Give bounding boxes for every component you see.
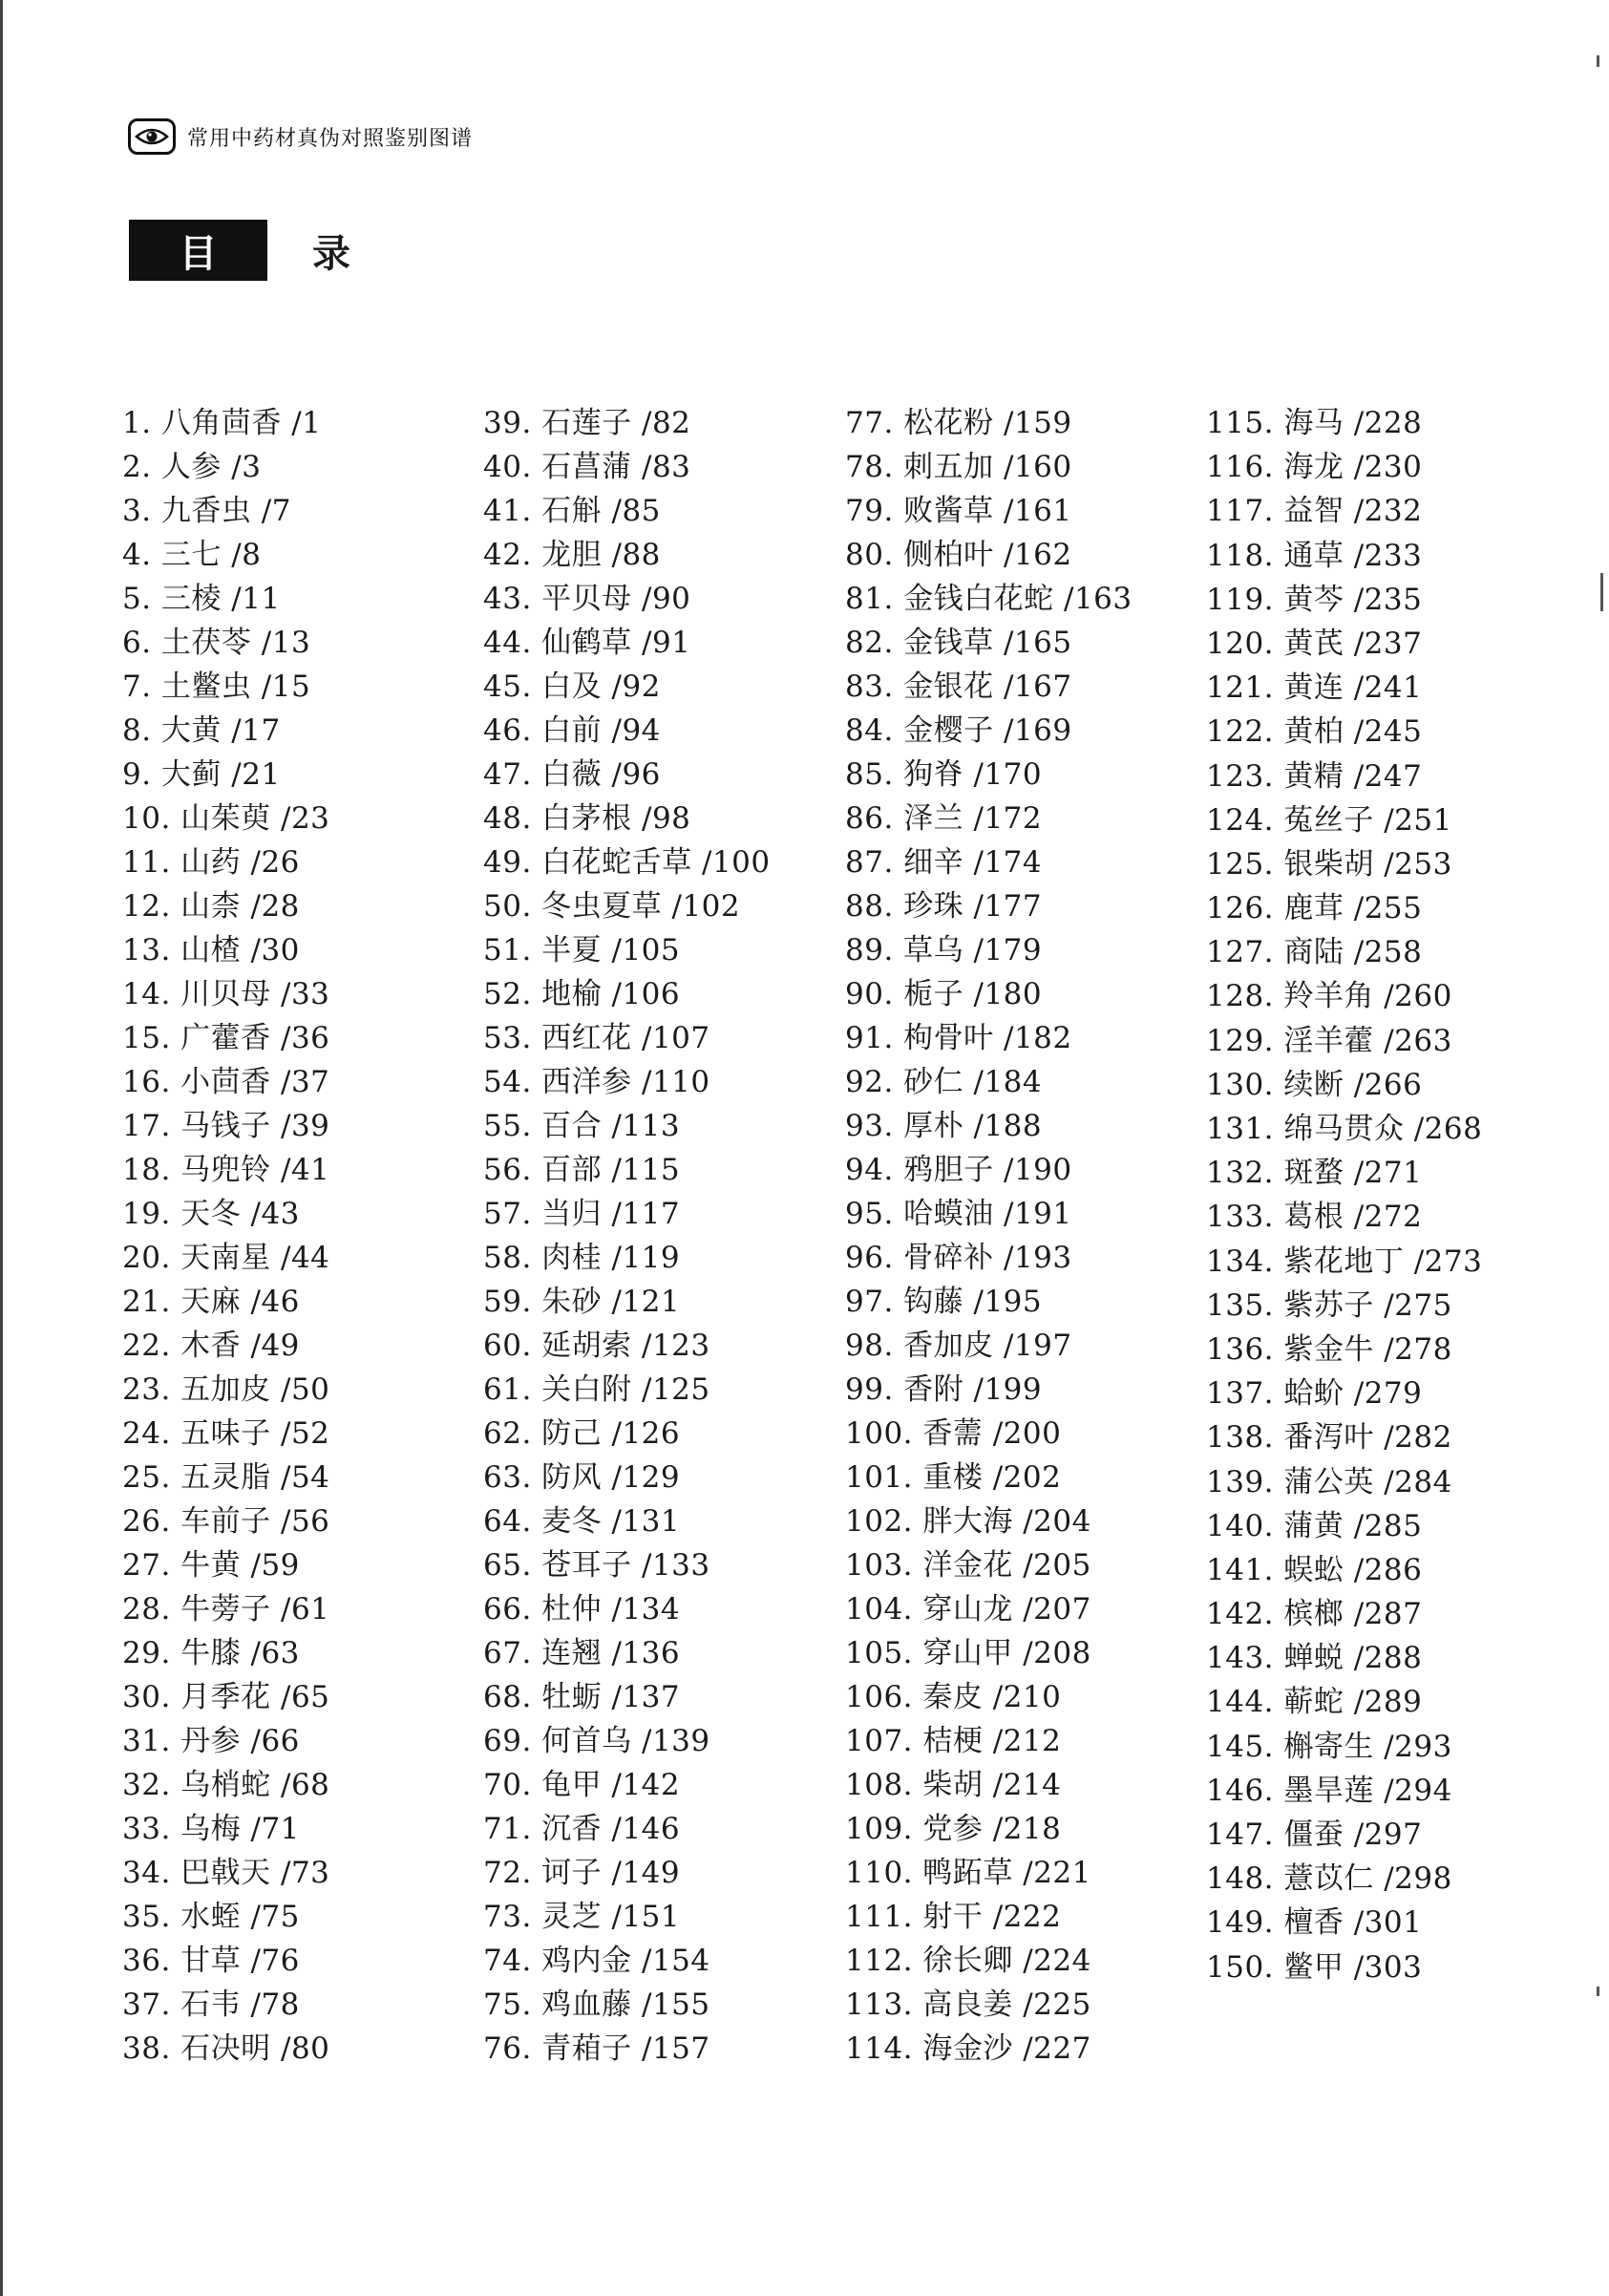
toc-entry: 98. 香加皮 /197 — [845, 1329, 1072, 1363]
toc-entry: 133. 葛根 /272 — [1206, 1200, 1423, 1235]
toc-entry: 16. 小茴香 /37 — [122, 1065, 330, 1099]
toc-entry: 7. 土鳖虫 /15 — [122, 670, 311, 704]
toc-entry: 32. 乌梢蛇 /68 — [122, 1768, 330, 1802]
toc-entry: 43. 平贝母 /90 — [483, 582, 691, 616]
toc-entry: 116. 海龙 /230 — [1206, 450, 1423, 485]
toc-entry: 6. 土茯苓 /13 — [122, 626, 311, 660]
toc-entry: 39. 石莲子 /82 — [483, 406, 691, 440]
toc-entry: 61. 关白附 /125 — [483, 1372, 710, 1407]
toc-entry: 142. 槟榔 /287 — [1206, 1597, 1423, 1632]
toc-entry: 4. 三七 /8 — [122, 538, 262, 572]
toc-entry: 5. 三棱 /11 — [122, 582, 281, 616]
toc-entry: 65. 苍耳子 /133 — [483, 1548, 710, 1583]
toc-entry: 22. 木香 /49 — [122, 1329, 300, 1363]
toc-entry: 131. 绵马贯众 /268 — [1206, 1112, 1483, 1146]
toc-entry: 12. 山柰 /28 — [122, 889, 300, 924]
toc-entry: 17. 马钱子 /39 — [122, 1109, 330, 1143]
toc-entry: 18. 马兜铃 /41 — [122, 1153, 330, 1187]
toc-entry: 115. 海马 /228 — [1206, 406, 1423, 440]
toc-entry: 28. 牛蒡子 /61 — [122, 1592, 330, 1626]
toc-heading-left: 目 — [179, 231, 218, 276]
toc-entry: 63. 防风 /129 — [483, 1460, 681, 1495]
toc-entry: 93. 厚朴 /188 — [845, 1109, 1043, 1143]
toc-entry: 146. 墨旱莲 /294 — [1206, 1773, 1452, 1808]
toc-entry: 33. 乌梅 /71 — [122, 1812, 300, 1846]
toc-entry: 8. 大黄 /17 — [122, 713, 281, 748]
toc-entry: 92. 砂仁 /184 — [845, 1065, 1043, 1099]
toc-entry: 60. 延胡索 /123 — [483, 1329, 710, 1363]
toc-entry: 121. 黄连 /241 — [1206, 670, 1423, 706]
toc-entry: 25. 五灵脂 /54 — [122, 1460, 330, 1495]
toc-entry: 81. 金钱白花蛇 /163 — [845, 582, 1133, 616]
toc-entry: 29. 牛膝 /63 — [122, 1636, 300, 1670]
toc-entry: 94. 鸦胆子 /190 — [845, 1153, 1072, 1187]
toc-entry: 90. 栀子 /180 — [845, 977, 1043, 1011]
toc-entry: 101. 重楼 /202 — [845, 1460, 1062, 1495]
toc-entry: 20. 天南星 /44 — [122, 1241, 330, 1275]
toc-entry: 48. 白茅根 /98 — [483, 801, 691, 836]
toc-entry: 27. 牛黄 /59 — [122, 1548, 300, 1583]
toc-entry: 45. 白及 /92 — [483, 670, 661, 704]
toc-entry: 72. 诃子 /149 — [483, 1856, 681, 1890]
margin-mark — [1597, 1987, 1599, 1996]
toc-entry: 112. 徐长卿 /224 — [845, 1944, 1091, 1978]
toc-entry: 23. 五加皮 /50 — [122, 1372, 330, 1407]
toc-entry: 66. 杜仲 /134 — [483, 1592, 681, 1626]
toc-entry: 84. 金樱子 /169 — [845, 713, 1072, 748]
toc-entry: 139. 蒲公英 /284 — [1206, 1464, 1452, 1499]
toc-entry: 10. 山茱萸 /23 — [122, 801, 330, 836]
toc-entry: 55. 百合 /113 — [483, 1109, 681, 1143]
toc-entry: 87. 细辛 /174 — [845, 845, 1043, 880]
toc-entry: 129. 淫羊藿 /263 — [1206, 1023, 1452, 1058]
toc-entry: 36. 甘草 /76 — [122, 1944, 300, 1978]
toc-entry: 64. 麦冬 /131 — [483, 1504, 681, 1539]
toc-entry: 37. 石韦 /78 — [122, 1988, 300, 2022]
toc-entry: 126. 鹿茸 /255 — [1206, 891, 1423, 926]
toc-entry: 150. 鳖甲 /303 — [1206, 1949, 1423, 1985]
toc-entry: 96. 骨碎补 /193 — [845, 1241, 1072, 1275]
toc-entry: 138. 番泻叶 /282 — [1206, 1420, 1452, 1456]
toc-entry: 3. 九香虫 /7 — [122, 494, 291, 528]
toc-entry: 77. 松花粉 /159 — [845, 406, 1072, 440]
toc-entry: 97. 钩藤 /195 — [845, 1285, 1043, 1319]
toc-entry: 49. 白花蛇舌草 /100 — [483, 845, 771, 880]
toc-entry: 58. 肉桂 /119 — [483, 1241, 681, 1275]
toc-entry: 1. 八角茴香 /1 — [122, 406, 322, 440]
toc-entry: 88. 珍珠 /177 — [845, 889, 1043, 924]
page-left-edge — [0, 0, 3, 2296]
toc-entry: 31. 丹参 /66 — [122, 1724, 300, 1758]
toc-entry: 119. 黄芩 /235 — [1206, 582, 1423, 617]
toc-column-3 — [845, 401, 1208, 2071]
toc-entry: 135. 紫苏子 /275 — [1206, 1287, 1452, 1323]
toc-entry: 59. 朱砂 /121 — [483, 1285, 681, 1319]
toc-entry: 106. 秦皮 /210 — [845, 1680, 1062, 1714]
toc-entry: 99. 香附 /199 — [845, 1372, 1043, 1407]
toc-entry: 14. 川贝母 /33 — [122, 977, 330, 1011]
toc-entry: 11. 山药 /26 — [122, 845, 300, 880]
toc-entry: 2. 人参 /3 — [122, 450, 262, 484]
toc-entry: 120. 黄芪 /237 — [1206, 626, 1423, 661]
margin-mark — [1597, 55, 1599, 67]
toc-entry: 21. 天麻 /46 — [122, 1285, 300, 1319]
toc-entry: 79. 败酱草 /161 — [845, 494, 1072, 528]
toc-entry: 9. 大蓟 /21 — [122, 757, 281, 792]
toc-entry: 52. 地榆 /106 — [483, 977, 681, 1011]
toc-entry: 143. 蝉蜕 /288 — [1206, 1641, 1423, 1676]
toc-entry: 42. 龙胆 /88 — [483, 538, 661, 572]
toc-entry: 50. 冬虫夏草 /102 — [483, 889, 741, 924]
toc-entry: 137. 蛤蚧 /279 — [1206, 1376, 1423, 1412]
toc-entry: 30. 月季花 /65 — [122, 1680, 330, 1714]
toc-entry: 68. 牡蛎 /137 — [483, 1680, 681, 1714]
toc-entry: 73. 灵芝 /151 — [483, 1900, 681, 1934]
toc-entry: 108. 柴胡 /214 — [845, 1768, 1062, 1802]
toc-entry: 38. 石决明 /80 — [122, 2031, 330, 2066]
toc-entry: 26. 车前子 /56 — [122, 1504, 330, 1539]
toc-entry: 122. 黄柏 /245 — [1206, 714, 1423, 750]
book-title: 常用中药材真伪对照鉴别图谱 — [187, 126, 474, 151]
toc-entry: 111. 射干 /222 — [845, 1900, 1062, 1934]
toc-entry: 53. 西红花 /107 — [483, 1021, 710, 1055]
toc-column-1 — [122, 401, 485, 2071]
toc-entry: 71. 沉香 /146 — [483, 1812, 681, 1846]
toc-entry: 51. 半夏 /105 — [483, 933, 681, 967]
toc-entry: 95. 哈蟆油 /191 — [845, 1197, 1072, 1231]
toc-entry: 57. 当归 /117 — [483, 1197, 681, 1231]
toc-entry: 103. 洋金花 /205 — [845, 1548, 1091, 1583]
toc-entry: 34. 巴戟天 /73 — [122, 1856, 330, 1890]
toc-entry: 15. 广藿香 /36 — [122, 1021, 330, 1055]
toc-entry: 147. 僵蚕 /297 — [1206, 1818, 1423, 1852]
toc-entry: 40. 石菖蒲 /83 — [483, 450, 691, 484]
toc-entry: 124. 菟丝子 /251 — [1206, 802, 1452, 838]
toc-entry: 125. 银柴胡 /253 — [1206, 846, 1452, 882]
toc-entry: 89. 草乌 /179 — [845, 933, 1043, 967]
toc-entry: 46. 白前 /94 — [483, 713, 661, 748]
toc-column-2 — [483, 401, 846, 2071]
toc-entry: 128. 羚羊角 /260 — [1206, 979, 1452, 1014]
toc-entry: 136. 紫金牛 /278 — [1206, 1331, 1452, 1367]
toc-entry: 145. 槲寄生 /293 — [1206, 1729, 1452, 1764]
toc-entry: 69. 何首乌 /139 — [483, 1724, 710, 1758]
toc-entry: 13. 山楂 /30 — [122, 933, 300, 967]
toc-entry: 54. 西洋参 /110 — [483, 1065, 710, 1099]
toc-entry: 123. 黄精 /247 — [1206, 758, 1423, 794]
toc-entry: 105. 穿山甲 /208 — [845, 1636, 1091, 1670]
toc-entry: 100. 香薷 /200 — [845, 1416, 1062, 1451]
toc-entry: 148. 薏苡仁 /298 — [1206, 1861, 1452, 1897]
toc-entry: 82. 金钱草 /165 — [845, 626, 1072, 660]
toc-entry: 134. 紫花地丁 /273 — [1206, 1244, 1483, 1279]
toc-entry: 141. 蜈蚣 /286 — [1206, 1552, 1423, 1587]
toc-heading-box — [129, 220, 267, 281]
margin-mark — [1600, 573, 1603, 611]
toc-entry: 127. 商陆 /258 — [1206, 935, 1423, 970]
toc-entry: 74. 鸡内金 /154 — [483, 1944, 710, 1978]
toc-column-4 — [1206, 401, 1569, 1989]
toc-entry: 78. 刺五加 /160 — [845, 450, 1072, 484]
toc-entry: 85. 狗脊 /170 — [845, 757, 1043, 792]
toc-entry: 140. 蒲黄 /285 — [1206, 1508, 1423, 1543]
toc-entry: 118. 通草 /233 — [1206, 538, 1423, 573]
eye-icon-svg — [135, 125, 169, 148]
running-header — [128, 118, 473, 155]
toc-columns — [122, 401, 1507, 2082]
toc-entry: 19. 天冬 /43 — [122, 1197, 300, 1231]
toc-entry: 75. 鸡血藤 /155 — [483, 1988, 710, 2022]
toc-entry: 114. 海金沙 /227 — [845, 2031, 1091, 2066]
toc-entry: 47. 白薇 /96 — [483, 757, 661, 792]
toc-entry: 104. 穿山龙 /207 — [845, 1592, 1091, 1626]
toc-entry: 80. 侧柏叶 /162 — [845, 538, 1072, 572]
toc-entry: 102. 胖大海 /204 — [845, 1504, 1091, 1539]
toc-entry: 132. 斑蝥 /271 — [1206, 1156, 1423, 1191]
toc-entry: 83. 金银花 /167 — [845, 670, 1072, 704]
toc-entry: 35. 水蛭 /75 — [122, 1900, 300, 1934]
toc-heading-right: 录 — [312, 231, 350, 276]
toc-entry: 91. 枸骨叶 /182 — [845, 1021, 1072, 1055]
toc-entry: 76. 青葙子 /157 — [483, 2031, 710, 2066]
toc-entry: 62. 防己 /126 — [483, 1416, 681, 1451]
toc-entry: 44. 仙鹤草 /91 — [483, 626, 691, 660]
toc-entry: 86. 泽兰 /172 — [845, 801, 1043, 836]
toc-entry: 107. 桔梗 /212 — [845, 1724, 1062, 1758]
toc-entry: 56. 百部 /115 — [483, 1153, 681, 1187]
toc-entry: 130. 续断 /266 — [1206, 1067, 1423, 1102]
toc-entry: 110. 鸭跖草 /221 — [845, 1856, 1091, 1890]
toc-heading-right-wrap — [312, 220, 350, 281]
toc-entry: 113. 高良姜 /225 — [845, 1988, 1091, 2022]
toc-entry: 70. 龟甲 /142 — [483, 1768, 681, 1802]
toc-entry: 41. 石斛 /85 — [483, 494, 661, 528]
toc-entry: 117. 益智 /232 — [1206, 494, 1423, 529]
toc-entry: 109. 党参 /218 — [845, 1812, 1062, 1846]
toc-entry: 24. 五味子 /52 — [122, 1416, 330, 1451]
toc-entry: 149. 檀香 /301 — [1206, 1905, 1423, 1941]
eye-icon — [128, 118, 176, 155]
toc-entry: 67. 连翘 /136 — [483, 1636, 681, 1670]
toc-entry: 144. 蕲蛇 /289 — [1206, 1685, 1423, 1720]
